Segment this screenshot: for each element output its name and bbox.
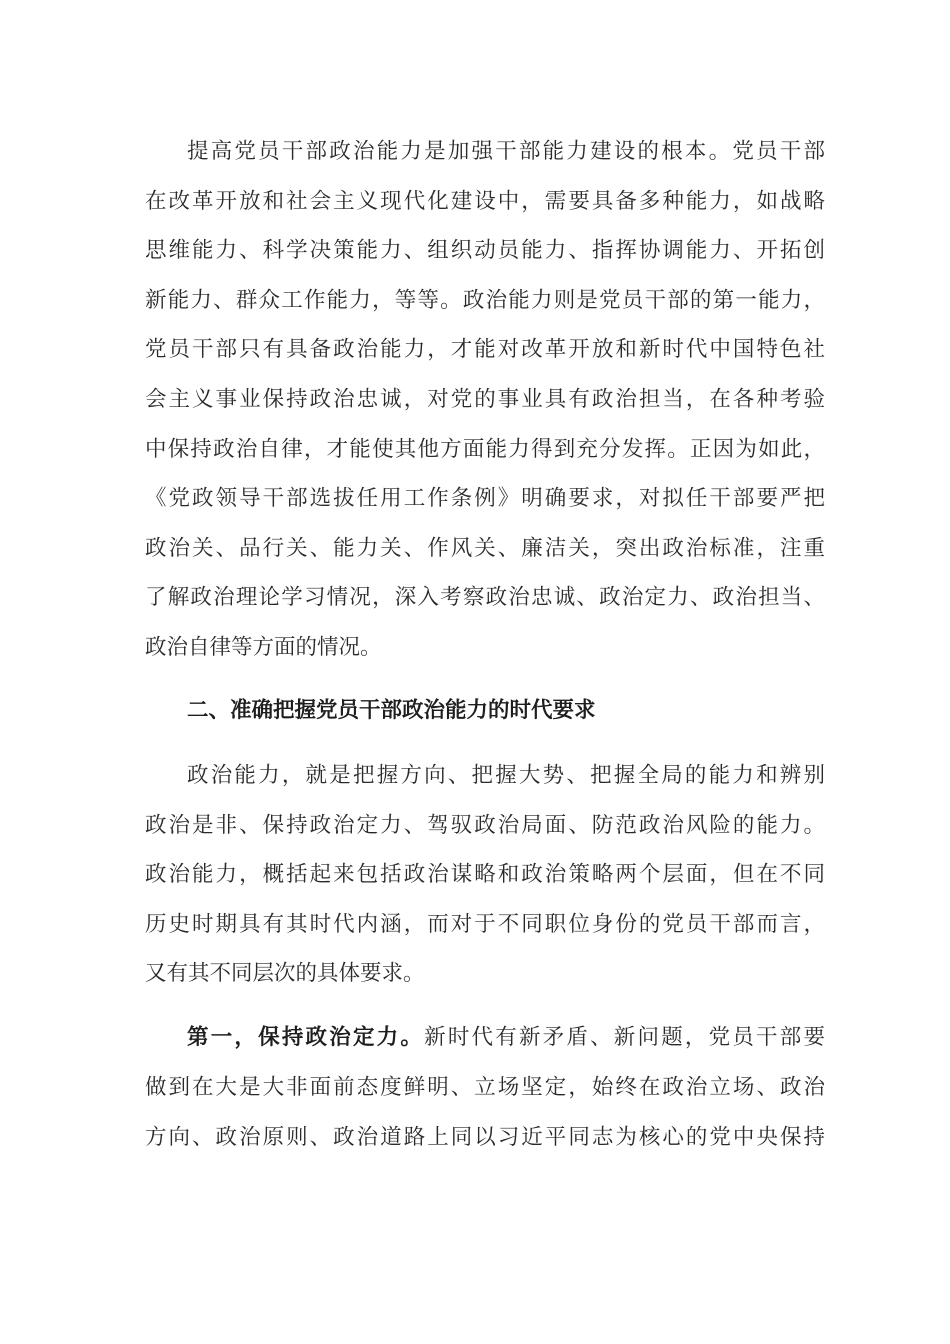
paragraph-line: 了解政治理论学习情况，深入考察政治忠诚、政治定力、政治担当、 <box>145 585 825 610</box>
paragraph-line: 又有其不同层次的具体要求。 <box>145 961 425 986</box>
paragraph-lead-rest: 新时代有新矛盾、新问题，党员干部要 <box>424 1025 825 1050</box>
paragraph-line: 中保持政治自律，才能使其他方面能力得到充分发挥。正因为如此， <box>145 437 825 462</box>
paragraph-lead-bold: 第一，保持政治定力。 <box>187 1025 425 1050</box>
paragraph-line: 政治是非、保持政治定力、驾驭政治局面、防范政治风险的能力。 <box>145 813 825 838</box>
paragraph-line: 方向、政治原则、政治道路上同以习近平同志为核心的党中央保持 <box>145 1125 825 1150</box>
section-heading: 二、准确把握党员干部政治能力的时代要求 <box>187 698 596 723</box>
paragraph-line: 政治自律等方面的情况。 <box>145 635 382 660</box>
paragraph-line: 在改革开放和社会主义现代化建设中，需要具备多种能力，如战略 <box>145 189 825 214</box>
paragraph-line: 党员干部只有具备政治能力，才能对改革开放和新时代中国特色社 <box>145 337 825 362</box>
paragraph-line: 提高党员干部政治能力是加强干部能力建设的根本。党员干部 <box>187 139 825 164</box>
paragraph-line: 思维能力、科学决策能力、组织动员能力、指挥协调能力、开拓创 <box>145 238 825 263</box>
paragraph-line: 政治关、品行关、能力关、作风关、廉洁关，突出政治标准，注重 <box>145 536 825 561</box>
paragraph-line: 政治能力，概括起来包括政治谋略和政治策略两个层面，但在不同 <box>145 862 825 887</box>
paragraph-line <box>187 1021 825 1055</box>
paragraph-line: 《党政领导干部选拔任用工作条例》明确要求，对拟任干部要严把 <box>145 486 825 511</box>
paragraph-line: 政治能力，就是把握方向、把握大势、把握全局的能力和辨别 <box>187 763 825 788</box>
paragraph-line: 新能力、群众工作能力，等等。政治能力则是党员干部的第一能力， <box>145 288 825 313</box>
paragraph-line: 会主义事业保持政治忠诚，对党的事业具有政治担当，在各种考验 <box>145 387 825 412</box>
paragraph-line: 历史时期具有其时代内涵，而对于不同职位身份的党员干部而言， <box>145 912 825 937</box>
paragraph-line: 做到在大是大非面前态度鲜明、立场坚定，始终在政治立场、政治 <box>145 1075 825 1100</box>
